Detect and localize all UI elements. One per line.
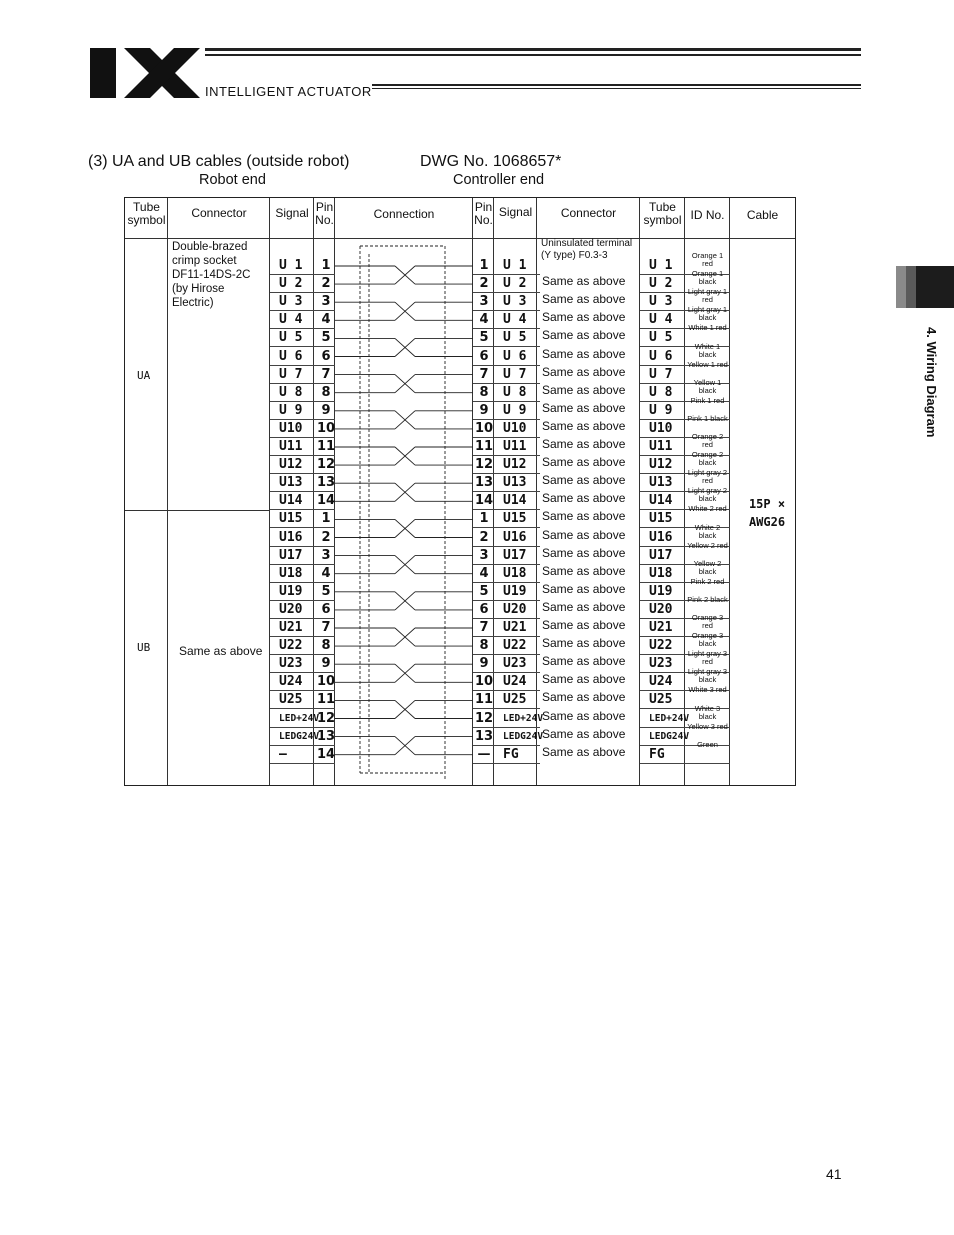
pin-number-2: 11 (475, 692, 494, 708)
tube-symbol-2: U15 (649, 511, 673, 527)
pin-number: 14 (317, 746, 336, 762)
id-number: Orange 2 black (691, 450, 724, 468)
id-number: Yellow 3 red (687, 721, 728, 731)
controller-connector: Same as above (542, 545, 626, 560)
connection-diagram (335, 238, 473, 785)
signal-label: U18 (279, 565, 303, 581)
pin-number: 8 (321, 638, 331, 654)
tube-symbol-2: U25 (649, 692, 673, 708)
header-tube-symbol-2: Tube symbol (643, 200, 682, 227)
header-rule-bottom (372, 84, 861, 86)
header-id-no: ID No. (690, 208, 725, 222)
signal-label: U12 (279, 457, 303, 473)
signal-label: U 2 (279, 276, 303, 292)
pin-number-2: 3 (479, 294, 489, 310)
pin-number-2: 4 (479, 312, 489, 328)
tube-symbol-2: LED+24V (649, 712, 690, 724)
pin-number-2: 12 (475, 710, 494, 726)
controller-connector: Same as above (542, 654, 626, 669)
pin-number-2: 7 (479, 620, 489, 635)
pin-number: 13 (317, 475, 336, 491)
tube-ub: UB (137, 641, 151, 654)
signal-label: U21 (279, 620, 303, 635)
signal-label: U23 (279, 656, 303, 672)
signal-label-2: U22 (503, 638, 527, 654)
controller-connector: Same as above (542, 310, 626, 325)
tube-symbol-2: U 7 (649, 366, 673, 382)
controller-connector: Same as above (542, 418, 626, 433)
pin-number-2: 5 (479, 330, 489, 346)
pin-number: 8 (321, 384, 331, 400)
pin-number: 2 (321, 276, 331, 292)
signal-label-2: U11 (503, 439, 527, 454)
pin-number-2: 10 (475, 420, 494, 436)
wiring-table (124, 197, 796, 786)
pin-number: 2 (321, 529, 331, 545)
pin-number: 9 (321, 656, 331, 672)
tube-symbol-2: U21 (649, 620, 673, 635)
controller-connector: Same as above (542, 744, 626, 759)
controller-connector: Same as above (542, 509, 626, 524)
signal-label-2: U 5 (503, 330, 527, 346)
id-number: Orange 3 red (691, 613, 724, 630)
controller-connector: Same as above (542, 708, 626, 723)
id-number: Green (697, 739, 718, 749)
controller-connector: Same as above (542, 382, 626, 397)
signal-label-2: U17 (503, 547, 527, 563)
header-rule-mid (205, 54, 861, 56)
header-cable: Cable (746, 208, 779, 222)
signal-label: U 9 (279, 402, 303, 418)
pin-number-2: 12 (475, 457, 494, 473)
pin-number-2: 4 (479, 565, 489, 581)
pin-number-2: 11 (475, 439, 494, 454)
pin-number: 13 (317, 728, 336, 744)
signal-label-2: U12 (503, 457, 527, 473)
header-rule-bottom2 (372, 88, 861, 89)
pin-number: 10 (317, 674, 336, 690)
signal-label-2: U19 (503, 583, 527, 599)
tube-symbol-2: U12 (649, 457, 673, 473)
signal-label: U24 (279, 674, 303, 690)
pin-number: 1 (321, 258, 331, 273)
pin-number-2: 1 (479, 258, 489, 273)
tube-symbol-2: U 3 (649, 294, 673, 310)
controller-connector: Same as above (542, 328, 626, 343)
pin-number-2: 6 (479, 601, 489, 617)
id-number: Yellow 2 red (687, 540, 728, 550)
signal-label: U10 (279, 420, 303, 436)
signal-label-2: U 3 (503, 294, 527, 310)
signal-label: U 7 (279, 366, 303, 382)
controller-connector: Same as above (542, 618, 626, 632)
controller-connector: Same as above (542, 726, 626, 741)
tube-symbol-2: U17 (649, 547, 673, 563)
pin-number-2: 10 (475, 674, 494, 690)
id-number: White 1 red (688, 323, 727, 333)
signal-label-2: U13 (503, 475, 527, 491)
controller-end-label: Controller end (453, 172, 545, 188)
signal-label: — (279, 746, 287, 762)
id-number: Yellow 1 red (687, 359, 728, 369)
page-number: 41 (826, 1166, 842, 1182)
pin-number-2: 5 (479, 583, 489, 599)
header-connector-2: Connector (560, 206, 617, 220)
pin-number: 7 (321, 620, 331, 635)
signal-label-2: U 7 (503, 366, 527, 382)
id-number: Orange 3 black (691, 631, 724, 649)
id-number: Pink 2 red (690, 576, 725, 586)
tube-symbol-2: LEDG24V (649, 730, 690, 742)
pin-number-2: 9 (479, 402, 489, 418)
pin-number: 4 (321, 312, 331, 328)
section-title: (3) UA and UB cables (outside robot) (88, 153, 350, 170)
controller-connector: Same as above (542, 599, 626, 614)
signal-label: U 3 (279, 294, 303, 310)
signal-label: U11 (279, 439, 303, 454)
signal-label: U 4 (279, 312, 303, 328)
pin-number: 12 (317, 457, 336, 473)
pin-number-2: 13 (475, 475, 494, 491)
controller-connector: Same as above (542, 364, 626, 379)
pin-number-2: 1 (479, 511, 489, 527)
controller-connector: Same as above (542, 292, 626, 307)
pin-number: 3 (321, 547, 331, 563)
signal-label: U25 (279, 692, 303, 708)
tube-symbol-2: U 4 (649, 312, 673, 328)
pin-number: 6 (321, 601, 331, 617)
pin-number: 5 (321, 330, 331, 346)
controller-connector-first: Uninsulated terminal (Y type) F0.3-3 (541, 238, 633, 261)
signal-label-2: LEDG24V (503, 730, 544, 742)
tube-symbol-2: U22 (649, 638, 673, 654)
header-signal: Signal (275, 206, 309, 220)
pin-number: 3 (321, 294, 331, 310)
controller-connector: Same as above (542, 473, 626, 488)
pin-number-2: 7 (479, 366, 489, 382)
tube-symbol-2: U24 (649, 674, 673, 690)
pin-number: 10 (317, 420, 336, 436)
signal-label: U20 (279, 601, 303, 617)
tube-symbol-2: U10 (649, 420, 673, 436)
robot-connector-ub: Same as above (179, 644, 263, 658)
signal-label-2: U21 (503, 620, 527, 635)
id-number: White 3 red (688, 685, 727, 695)
header-pin-no-2: Pin No. (474, 200, 493, 227)
signal-label-2: U18 (503, 565, 527, 581)
pin-number-2: 3 (479, 547, 489, 563)
header-tube-symbol: Tube symbol (127, 200, 166, 227)
id-number: Light gray 3 black (687, 667, 728, 685)
pin-number-2: 9 (479, 656, 489, 672)
id-number: Light gray 1 black (687, 305, 728, 323)
id-number: Light gray 2 black (687, 486, 728, 504)
tube-symbol-2: U16 (649, 529, 673, 545)
signal-label: U17 (279, 547, 303, 563)
pin-number-2: 13 (475, 728, 494, 744)
signal-label-2: U20 (503, 601, 527, 617)
tube-symbol-2: U13 (649, 475, 673, 491)
pin-number: 6 (321, 348, 331, 364)
signal-label: LED+24V (279, 712, 320, 724)
signal-label-2: U 8 (503, 384, 527, 400)
signal-label-2: FG (503, 746, 519, 762)
id-number: White 2 black (694, 522, 721, 540)
header-connection: Connection (373, 207, 435, 221)
header-connector: Connector (191, 206, 247, 220)
pin-number-2: 2 (479, 276, 489, 292)
id-number: Pink 1 black (687, 413, 728, 423)
signal-label-2: U10 (503, 420, 527, 436)
signal-label: U16 (279, 529, 303, 545)
controller-connector: Same as above (542, 636, 626, 651)
id-number: Orange 1 red (691, 251, 724, 268)
controller-connector: Same as above (542, 455, 626, 470)
controller-connector: Same as above (542, 690, 626, 705)
id-number: Yellow 1 black (693, 377, 722, 395)
signal-label-2: U25 (503, 692, 527, 708)
tube-symbol-2: U20 (649, 601, 673, 617)
pin-number: 7 (321, 366, 331, 382)
tube-ua: UA (137, 369, 151, 382)
tube-symbol-2: U 2 (649, 276, 673, 292)
header-signal-2: Signal (498, 205, 533, 219)
signal-label-2: U 4 (503, 312, 527, 328)
chapter-label: 4. Wiring Diagram (924, 327, 939, 438)
controller-connector: Same as above (542, 491, 626, 506)
chapter-tab (896, 266, 954, 308)
signal-label-2: U14 (503, 493, 527, 509)
pin-number-2: 8 (479, 384, 489, 400)
id-number: Pink 2 black (687, 594, 728, 604)
pin-number-2: — (477, 746, 491, 762)
signal-label: U 1 (279, 258, 303, 273)
pin-number: 9 (321, 402, 331, 418)
id-number: Orange 2 red (691, 432, 724, 449)
signal-label: U13 (279, 475, 303, 491)
signal-label: U19 (279, 583, 303, 599)
cable-spec: 15P × AWG26 (748, 497, 786, 529)
tube-symbol-2: U11 (649, 439, 673, 454)
id-number: Orange 1 black (691, 269, 724, 287)
pin-number: 1 (321, 511, 331, 527)
tube-symbol-2: U14 (649, 493, 673, 509)
tube-symbol-2: U19 (649, 583, 673, 599)
tube-symbol-2: U 6 (649, 348, 673, 364)
header-pin-no: Pin No. (315, 200, 334, 227)
tube-symbol-2: U23 (649, 656, 673, 672)
tube-symbol-2: U 1 (649, 258, 673, 273)
pin-number-2: 2 (479, 529, 489, 545)
ix-logo (88, 44, 208, 100)
dwg-number: DWG No. 1068657* (420, 153, 562, 170)
id-number: White 1 black (694, 341, 721, 359)
controller-connector: Same as above (542, 563, 626, 578)
signal-label: LEDG24V (279, 730, 320, 742)
signal-label-2: U23 (503, 656, 527, 672)
id-number: Yellow 2 black (693, 558, 722, 576)
controller-connector: Same as above (542, 274, 626, 289)
signal-label-2: U 1 (503, 258, 527, 273)
pin-number: 4 (321, 565, 331, 581)
controller-connector: Same as above (542, 672, 626, 687)
pin-number-2: 14 (475, 493, 494, 509)
signal-label-2: U16 (503, 529, 527, 545)
pin-number-2: 8 (479, 638, 489, 654)
tube-symbol-2: U 5 (649, 330, 673, 346)
signal-label-2: U15 (503, 511, 527, 527)
controller-connector: Same as above (542, 437, 626, 451)
controller-connector: Same as above (542, 527, 626, 542)
id-number: Light gray 2 red (687, 468, 728, 486)
pin-number: 14 (317, 493, 336, 509)
signal-label-2: LED+24V (503, 712, 544, 724)
signal-label: U22 (279, 638, 303, 654)
signal-label: U 5 (279, 330, 303, 346)
pin-number: 11 (317, 439, 336, 454)
id-number: Light gray 3 red (687, 649, 728, 667)
signal-label: U 6 (279, 348, 303, 364)
tube-symbol-2: U 9 (649, 402, 673, 418)
signal-label: U 8 (279, 384, 303, 400)
id-number: White 2 red (688, 504, 727, 514)
id-number: White 3 black (694, 703, 721, 721)
id-number: Pink 1 red (690, 395, 725, 405)
pin-number: 5 (321, 583, 331, 599)
tube-symbol-2: U 8 (649, 384, 673, 400)
signal-label: U14 (279, 493, 303, 509)
signal-label-2: U 2 (503, 276, 527, 292)
signal-label-2: U24 (503, 674, 527, 690)
controller-connector: Same as above (542, 346, 626, 361)
robot-end-label: Robot end (199, 172, 266, 188)
id-number: Light gray 1 red (687, 287, 728, 305)
logo-tagline: INTELLIGENT ACTUATOR (205, 84, 372, 99)
robot-connector-ua: Double-brazed crimp socket DF11-14DS-2C (by Hirose Electric) (172, 241, 251, 309)
header-rule-top (205, 48, 861, 51)
tube-symbol-2: FG (649, 746, 665, 762)
signal-label-2: U 6 (503, 348, 527, 364)
controller-connector: Same as above (542, 581, 626, 596)
pin-number: 11 (317, 692, 336, 708)
pin-number: 12 (317, 710, 336, 726)
pin-number-2: 6 (479, 348, 489, 364)
signal-label: U15 (279, 511, 303, 527)
signal-label-2: U 9 (503, 402, 527, 418)
controller-connector: Same as above (542, 400, 626, 415)
tube-symbol-2: U18 (649, 565, 673, 581)
